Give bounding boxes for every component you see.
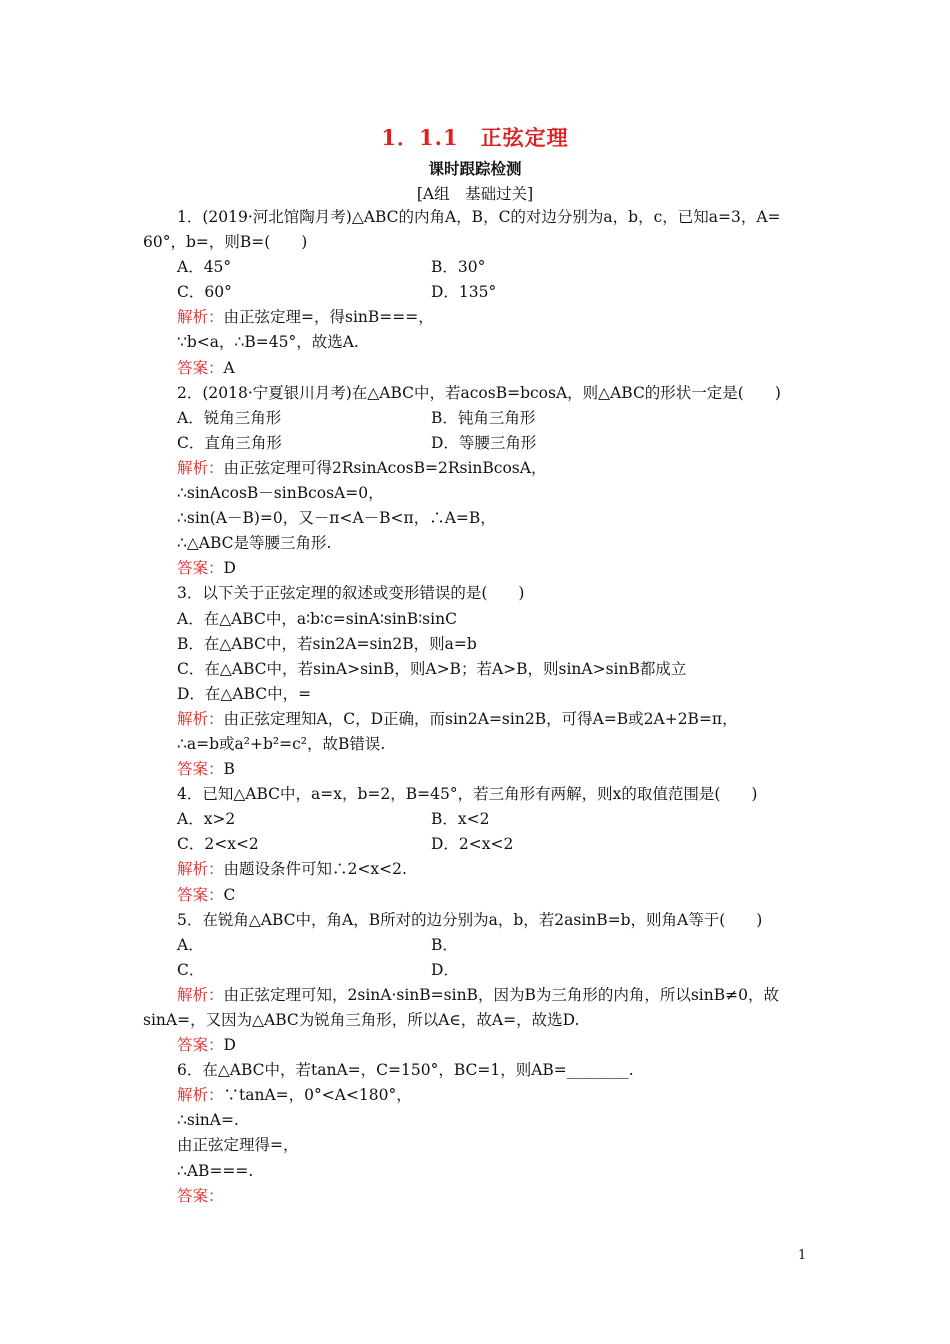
answer-text: C: [223, 885, 236, 904]
option-row: [143, 958, 808, 983]
answer-text: A: [223, 358, 235, 377]
text-line: 4．已知△ABC中，a=x，b=2，B=45°，若三角形有两解，则x的取值范围是( ): [177, 785, 758, 804]
answer-text: D: [223, 559, 236, 578]
page-title: 1．1.1 正弦定理: [381, 125, 569, 150]
text-line: 由正弦定理得=，: [177, 1136, 299, 1155]
text-line: 6．在△ABC中，若tanA=，C=150°，BC=1，则AB=________.: [177, 1061, 634, 1080]
option-right: B．: [431, 935, 458, 954]
text-line: ∴△ABC是等腰三角形.: [177, 534, 332, 553]
text-line: C．在△ABC中，若sinA>sinB，则A>B；若A>B，则sinA>sinB都成立: [177, 659, 687, 678]
text-line: 3．以下关于正弦定理的叙述或变形错误的是( ): [177, 584, 525, 603]
text-line: 5．在锐角△ABC中，角A，B所对的边分别为a，b，若2asinB=b，则角A等于( ): [177, 910, 763, 929]
text-line: ∴sinAcosB－sinBcosA=0，: [177, 484, 384, 503]
exercise-content: [143, 205, 808, 1209]
option-row: [143, 933, 808, 958]
analysis-line: [143, 707, 808, 732]
section-heading: [A组 基础过关]: [416, 185, 534, 203]
analysis-text: 由正弦定理=，得sinB===，: [223, 308, 434, 327]
text-line: B．在△ABC中，若sin2A=sin2B，则a=b: [177, 634, 477, 653]
analysis-line: [143, 456, 808, 481]
analysis-line: [143, 857, 808, 882]
option-left: A．x>2: [177, 810, 236, 829]
analysis-line: [143, 983, 808, 1008]
text-line: D．在△ABC中，=: [177, 684, 312, 703]
option-row: [143, 406, 808, 431]
option-left: A．锐角三角形: [177, 408, 282, 427]
option-right: D．等腰三角形: [431, 433, 537, 452]
answer-line: [143, 883, 808, 908]
option-left: C．2<x<2: [177, 835, 259, 854]
option-right: D．135°: [431, 283, 497, 302]
text-line: A．在△ABC中，a∶b∶c=sinA∶sinB∶sinC: [177, 609, 457, 628]
option-row: [143, 431, 808, 456]
option-right: B．x<2: [431, 810, 490, 829]
option-right: D．2<x<2: [431, 835, 514, 854]
analysis-line: [143, 305, 808, 330]
answer-label: 答案：: [177, 1036, 224, 1055]
answer-label: 答案：: [177, 358, 224, 377]
answer-line: [143, 356, 808, 381]
text-line: 2．(2018·宁夏银川月考)在△ABC中，若acosB=bcosA，则△ABC的形状一定是( ): [177, 383, 781, 402]
analysis-text: 由正弦定理可得2RsinAcosB=2RsinBcosA，: [223, 458, 547, 477]
option-row: [143, 832, 808, 857]
option-left: A．45°: [177, 258, 232, 277]
option-right: B．30°: [431, 258, 486, 277]
answer-label: 答案：: [177, 1186, 224, 1205]
option-row: [143, 280, 808, 305]
page-number: 1: [798, 1248, 807, 1263]
answer-text: B: [223, 760, 235, 779]
analysis-label: 解析：: [177, 1086, 224, 1105]
text-line: ∴AB===.: [177, 1161, 254, 1180]
analysis-line: [143, 1083, 808, 1108]
answer-label: 答案：: [177, 760, 224, 779]
answer-text: D: [223, 1036, 236, 1055]
answer-line: [143, 757, 808, 782]
answer-line: [143, 1033, 808, 1058]
analysis-label: 解析：: [177, 709, 224, 728]
text-line: ∴sinA=.: [177, 1111, 239, 1130]
analysis-label: 解析：: [177, 860, 224, 879]
text-line: 1．(2019·河北馆陶月考)△ABC的内角A，B，C的对边分别为a，b，c，已知a=3，A=: [177, 208, 781, 226]
text-line: sinA=，又因为△ABC为锐角三角形，所以A∈，故A=，故选D.: [143, 1011, 580, 1029]
text-line: ∴sin(A－B)=0，又－π<A－B<π，∴A=B，: [177, 509, 496, 528]
analysis-text: ∵tanA=，0°<A<180°，: [223, 1086, 412, 1105]
text-line: 60°，b=，则B=( ): [143, 233, 308, 252]
option-left: C．60°: [177, 283, 232, 302]
option-right: D．: [431, 960, 459, 979]
answer-line: [143, 556, 808, 581]
page-subtitle: 课时跟踪检测: [428, 159, 522, 178]
answer-line: [143, 1184, 808, 1209]
answer-label: 答案：: [177, 885, 224, 904]
analysis-label: 解析：: [177, 308, 224, 327]
analysis-text: 由题设条件可知∴2<x<2.: [223, 860, 407, 879]
option-left: A．: [177, 935, 204, 954]
option-row: [143, 255, 808, 280]
text-line: ∵b<a，∴B=45°，故选A.: [177, 333, 359, 352]
option-row: [143, 807, 808, 832]
option-left: C．: [177, 960, 205, 979]
analysis-label: 解析：: [177, 985, 224, 1004]
analysis-text: 由正弦定理知A，C，D正确，而sin2A=sin2B，可得A=B或2A+2B=π，: [223, 709, 738, 728]
analysis-text: 由正弦定理可知，2sinA·sinB=sinB，因为B为三角形的内角，所以sinB≠0，故: [223, 985, 779, 1004]
answer-label: 答案：: [177, 559, 224, 578]
text-line: ∴a=b或a²+b²=c²，故B错误.: [177, 734, 386, 753]
option-left: C．直角三角形: [177, 433, 282, 452]
option-right: B．钝角三角形: [431, 408, 536, 427]
analysis-label: 解析：: [177, 458, 224, 477]
